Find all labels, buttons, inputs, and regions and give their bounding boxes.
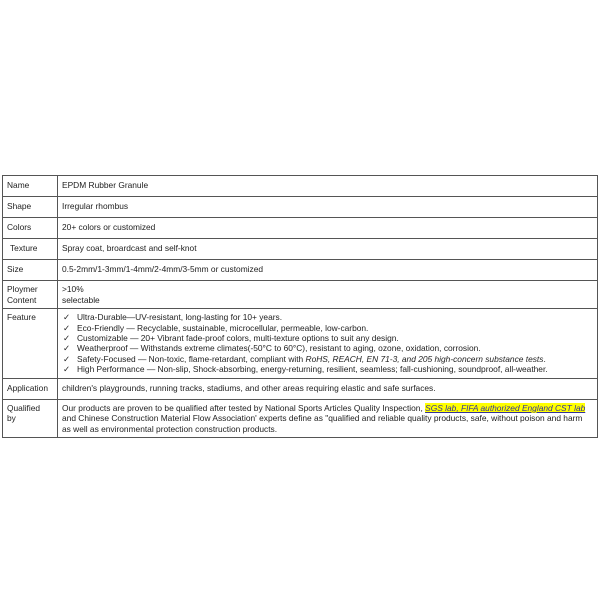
shape-value: Irregular rhombus bbox=[58, 197, 598, 218]
feature-item bbox=[62, 354, 593, 364]
row-name bbox=[3, 176, 598, 197]
polymer-value-line1: >10% bbox=[62, 284, 84, 294]
polymer-label-line1: Ploymer bbox=[7, 284, 38, 294]
colors-label: Colors bbox=[3, 218, 58, 239]
row-shape bbox=[3, 197, 598, 218]
polymer-value bbox=[58, 281, 598, 309]
name-label: Name bbox=[3, 176, 58, 197]
qualified-highlight: SGS lab, FIFA authorized England CST lab bbox=[425, 402, 586, 413]
feature-item-text: Ultra-Durable—UV-resistant, long-lasting for 10+ years. bbox=[77, 312, 283, 323]
size-label: Size bbox=[3, 260, 58, 281]
feature-item-text bbox=[77, 354, 546, 364]
checkmark-icon: ✓ bbox=[63, 353, 71, 364]
colors-value: 20+ colors or customized bbox=[58, 218, 598, 239]
row-feature bbox=[3, 309, 598, 378]
row-texture bbox=[3, 239, 598, 260]
row-size bbox=[3, 260, 598, 281]
qualified-label-line2: by bbox=[7, 413, 16, 424]
feature-item bbox=[62, 312, 593, 322]
feature-item-text: Customizable — 20+ Vibrant fade-proof colors, multi-texture options to suit any design. bbox=[77, 333, 399, 343]
product-spec-table bbox=[2, 175, 598, 438]
feature-item5-standards: RoHS, REACH, EN 71-3, and 205 high-concern substance tests bbox=[305, 353, 544, 364]
checkmark-icon: ✓ bbox=[63, 333, 71, 343]
qualified-label bbox=[3, 399, 58, 438]
name-value: EPDM Rubber Granule bbox=[58, 176, 598, 197]
row-qualified bbox=[3, 399, 598, 438]
qualified-value bbox=[58, 399, 598, 438]
checkmark-icon: ✓ bbox=[63, 343, 71, 354]
row-colors bbox=[3, 218, 598, 239]
checkmark-icon: ✓ bbox=[63, 364, 71, 375]
feature-list bbox=[62, 312, 593, 374]
feature-item bbox=[62, 343, 593, 353]
qualified-text-before: Our products are proven to be qualified after tested by National Sports Articles Quality Inspection, bbox=[62, 402, 426, 413]
feature-label: Feature bbox=[3, 309, 58, 378]
texture-value: Spray coat, broardcast and self-knot bbox=[58, 239, 598, 260]
shape-label: Shape bbox=[3, 197, 58, 218]
application-value: children's playgrounds, running tracks, stadiums, and other areas requiring elastic and safe surfaces. bbox=[58, 378, 598, 399]
feature-item-text: Weatherproof — Withstands extreme climates(-50°C to 60°C), resistant to aging, ozone, oxidation, corrosion. bbox=[77, 343, 481, 354]
feature-item5-plain: Safety-Focused — Non-toxic, flame-retardant, compliant with bbox=[77, 353, 306, 364]
size-value: 0.5-2mm/1-3mm/1-4mm/2-4mm/3-5mm or customized bbox=[58, 260, 598, 281]
application-label: Application bbox=[3, 378, 58, 399]
qualified-label-line1: Qualified bbox=[7, 402, 41, 413]
feature-value bbox=[58, 309, 598, 378]
feature-item bbox=[62, 323, 593, 333]
polymer-value-line2: selectable bbox=[62, 294, 100, 305]
checkmark-icon: ✓ bbox=[63, 322, 71, 333]
polymer-label bbox=[3, 281, 58, 309]
polymer-label-line2: Content bbox=[7, 294, 37, 305]
row-application bbox=[3, 378, 598, 399]
texture-label: Texture bbox=[3, 239, 58, 260]
checkmark-icon: ✓ bbox=[63, 312, 71, 323]
feature-item bbox=[62, 364, 593, 374]
qualified-text-after: and Chinese Construction Material Flow Association' experts define as "qualified and reliable quality products, safe, without poison and harm as well as environmental protection construction products. bbox=[62, 413, 583, 434]
feature-item5-end: . bbox=[543, 353, 546, 364]
row-polymer bbox=[3, 281, 598, 309]
feature-item-text: Eco-Friendly — Recyclable, sustainable, microcellular, permeable, low-carbon. bbox=[77, 322, 369, 333]
feature-item bbox=[62, 333, 593, 343]
feature-item-text: High Performance — Non-slip, Shock-absorbing, energy-returning, resilient, seamless; fall-cushioning, soundproof, all-weather. bbox=[77, 364, 548, 375]
